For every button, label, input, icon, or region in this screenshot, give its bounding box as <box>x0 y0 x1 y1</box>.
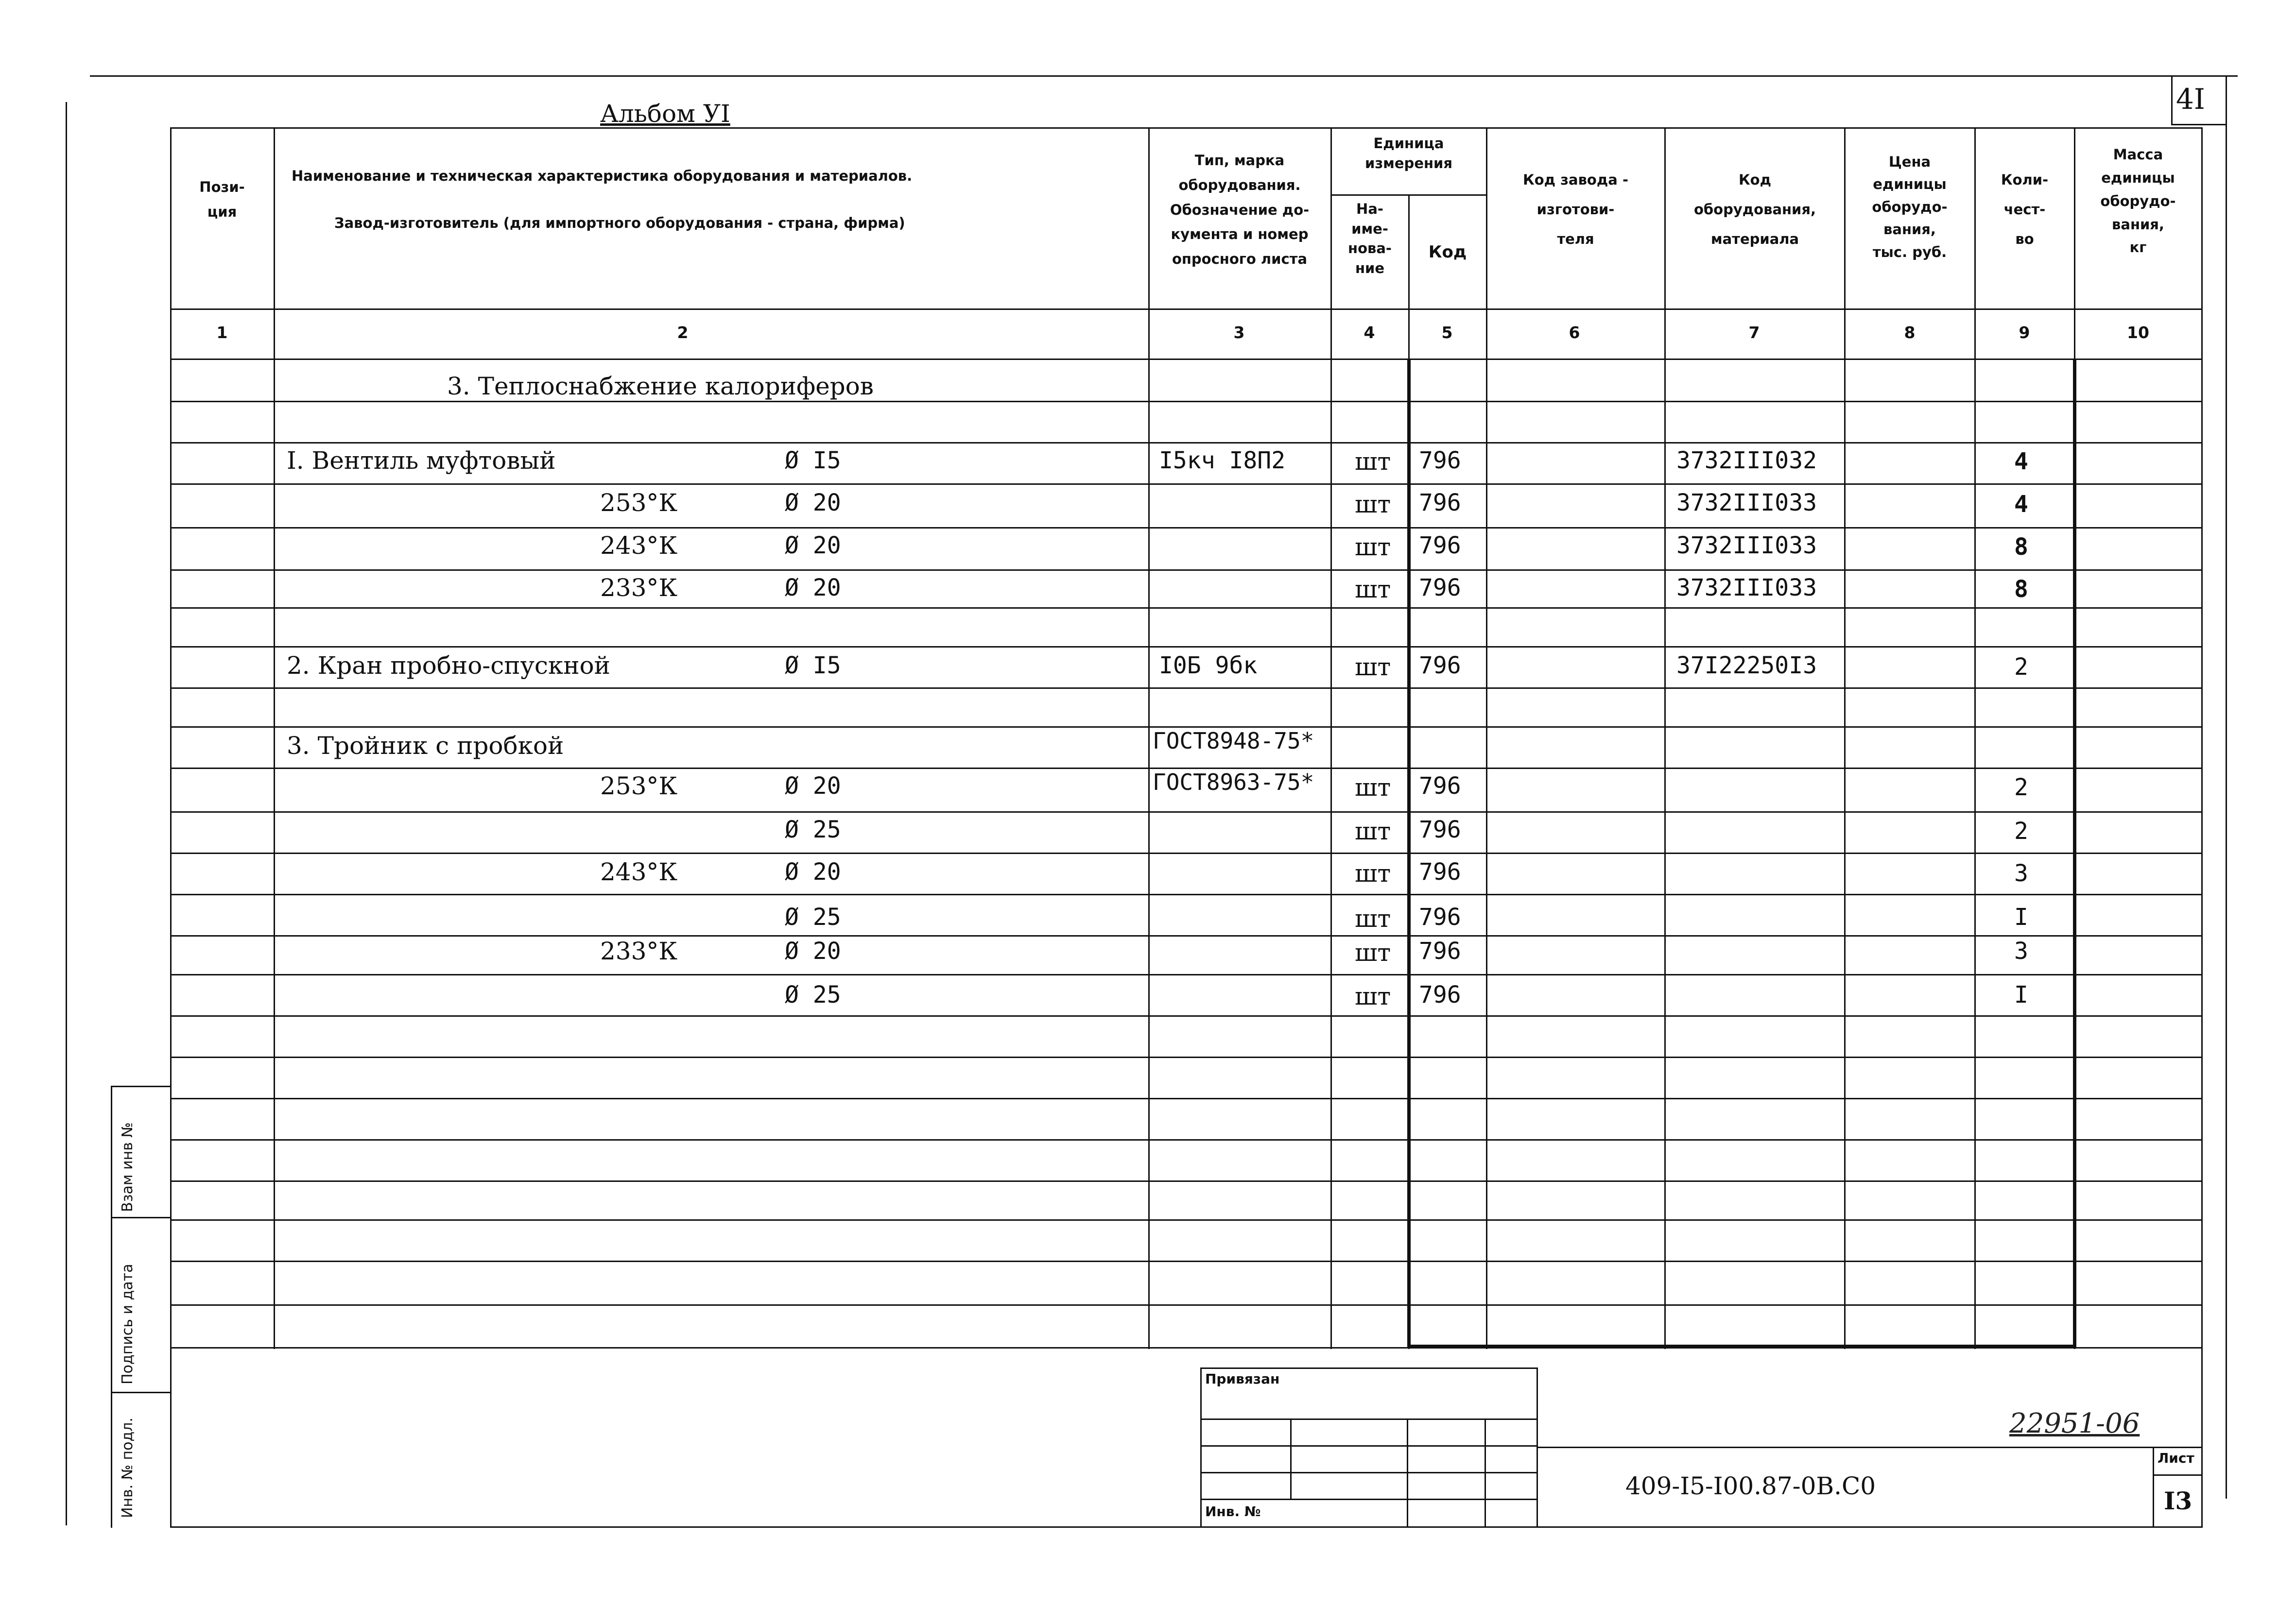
item-unit: шт <box>1355 575 1391 603</box>
handwritten-number: 22951-06 <box>2009 1408 2140 1439</box>
corner-box-line <box>2171 75 2173 124</box>
item-quantity: I <box>2014 904 2028 931</box>
row-line <box>170 1261 2201 1262</box>
col-line-3 <box>1330 127 1332 1349</box>
row-line <box>170 527 2201 529</box>
item-unit-code: 796 <box>1419 532 1461 559</box>
tied-box-left <box>1200 1367 1202 1528</box>
item-diameter: Ø 25 <box>785 904 841 931</box>
sheet-number: I3 <box>2164 1486 2192 1515</box>
item-unit: шт <box>1355 490 1391 518</box>
row-line <box>170 974 2201 975</box>
item-unit-code: 796 <box>1419 574 1461 601</box>
header-quantity: Коли- чест- во <box>2001 171 2049 247</box>
row-line <box>170 401 2201 402</box>
col-number: 1 <box>216 323 228 342</box>
col-number: 4 <box>1364 323 1375 342</box>
row-line <box>170 483 2201 485</box>
item-diameter: Ø 20 <box>785 858 841 886</box>
item-quantity: 8 <box>2014 533 2028 561</box>
item-name: 243°К <box>600 531 678 560</box>
sheet-box-left <box>2153 1447 2154 1528</box>
document-designation: 409-I5-I00.87-0B.C0 <box>1625 1472 1876 1500</box>
row-line <box>170 894 2201 895</box>
item-quantity: 2 <box>2014 774 2028 801</box>
item-unit: шт <box>1355 817 1391 845</box>
table-right <box>2201 127 2203 1528</box>
row-line <box>170 569 2201 571</box>
item-quantity: 4 <box>2014 448 2028 475</box>
right-border <box>2226 75 2227 1499</box>
item-equipment-code: 3732III033 <box>1676 574 1817 601</box>
header-price: Цена единицы оборудо- вания, тыс. руб. <box>1872 154 1948 260</box>
row-line <box>170 1139 2201 1141</box>
item-unit: шт <box>1355 905 1391 933</box>
item-quantity: I <box>2014 981 2028 1008</box>
item-type: ГОСТ8948-75* <box>1153 728 1314 754</box>
item-equipment-code: 3732III033 <box>1676 489 1817 516</box>
table-left <box>170 127 172 1528</box>
col-line-5 <box>1486 127 1487 1349</box>
row-line <box>170 1180 2201 1182</box>
col-number: 3 <box>1233 323 1245 342</box>
item-type: I5кч I8П2 <box>1159 447 1286 474</box>
row-line <box>170 1015 2201 1017</box>
item-equipment-code: 3732III033 <box>1676 532 1817 559</box>
item-unit: шт <box>1355 773 1391 802</box>
item-unit-code: 796 <box>1419 489 1461 516</box>
item-unit: шт <box>1355 653 1391 681</box>
item-unit-code: 796 <box>1419 904 1461 931</box>
item-quantity: 2 <box>2014 653 2028 681</box>
item-diameter: Ø 20 <box>785 532 841 559</box>
item-equipment-code: 37I22250I3 <box>1676 652 1817 679</box>
side-signature: Подпись и дата <box>119 1264 136 1384</box>
header-unit-name: На- име- нова- ние <box>1348 201 1392 276</box>
row-line <box>170 853 2201 854</box>
item-name: I. Вентиль муфтовый <box>287 446 556 475</box>
item-quantity: 8 <box>2014 576 2028 603</box>
item-unit: шт <box>1355 533 1391 561</box>
inv-label: Инв. № <box>1205 1503 1261 1520</box>
col-number: 5 <box>1441 323 1453 342</box>
item-name: 233°К <box>600 574 678 602</box>
tied-label: Привязан <box>1205 1371 1280 1387</box>
header-name-2: Завод-изготовитель (для импортного оборудования - страна, фирма) <box>334 215 905 231</box>
row-line <box>170 935 2201 937</box>
item-unit-code: 796 <box>1419 447 1461 474</box>
unit-subheader-line <box>1330 194 1486 196</box>
item-diameter: Ø 20 <box>785 489 841 516</box>
side-vzam: Взам инв № <box>119 1122 136 1212</box>
item-unit-code: 796 <box>1419 938 1461 965</box>
side-stamp-line <box>111 1086 112 1528</box>
header-bottom <box>170 308 2201 310</box>
header-name-1: Наименование и техническая характеристика оборудования и материалов. <box>292 168 913 184</box>
header-position: Пози- ция <box>199 179 245 220</box>
item-name: 253°К <box>600 772 678 800</box>
item-unit: шт <box>1355 859 1391 888</box>
item-diameter: Ø 20 <box>785 772 841 800</box>
row-line <box>170 811 2201 813</box>
row-line <box>170 442 2201 444</box>
row-line <box>170 646 2201 648</box>
tied-box-col <box>1485 1418 1486 1528</box>
item-type: I0Б 9бк <box>1159 652 1258 679</box>
col-line-2 <box>1148 127 1150 1349</box>
col-number: 10 <box>2127 323 2149 342</box>
item-diameter: Ø I5 <box>785 652 841 679</box>
tied-box-row <box>1200 1472 1538 1473</box>
col-number: 9 <box>2019 323 2030 342</box>
table-bottom <box>170 1526 2203 1528</box>
header-mass: Масса единицы оборудо- вания, кг <box>2100 146 2176 256</box>
item-diameter: Ø 25 <box>785 816 841 843</box>
item-unit-code: 796 <box>1419 652 1461 679</box>
tied-box-row <box>1200 1499 1538 1500</box>
side-inv-podl: Инв. № подл. <box>119 1418 136 1518</box>
row-line <box>170 1219 2201 1221</box>
col-number: 2 <box>677 323 689 342</box>
row-line <box>170 1347 2201 1349</box>
col-line-1 <box>274 127 275 1349</box>
col-line-8 <box>1974 127 1976 1349</box>
sheet-label: Лист <box>2158 1450 2194 1466</box>
tied-box-row <box>1200 1418 1538 1420</box>
item-diameter: Ø 20 <box>785 574 841 601</box>
col-number: 6 <box>1569 323 1580 342</box>
side-stamp-divider <box>111 1392 170 1393</box>
top-border <box>90 75 2238 77</box>
row-line <box>170 1304 2201 1306</box>
designation-top <box>1536 1447 2202 1448</box>
item-name: 3. Тройник с пробкой <box>287 732 564 760</box>
header-plant-code: Код завода - изготови- теля <box>1523 171 1628 247</box>
left-margin-line <box>66 102 67 1525</box>
tied-box-row <box>1200 1445 1538 1447</box>
tied-box-top <box>1200 1367 1538 1369</box>
item-diameter: Ø I5 <box>785 447 841 474</box>
album-label: Альбом УI <box>600 100 730 128</box>
col-number: 8 <box>1904 323 1916 342</box>
header-type: Тип, марка оборудования. Обозначение до- кумента и номер опросного листа <box>1170 152 1310 267</box>
side-stamp-top <box>111 1086 170 1087</box>
item-name: 253°К <box>600 489 678 517</box>
header-equipment-code: Код оборудования, материала <box>1693 171 1816 247</box>
row-line <box>170 1098 2201 1099</box>
item-quantity: 4 <box>2014 491 2028 518</box>
side-stamp-divider <box>111 1217 170 1218</box>
item-quantity: 3 <box>2014 860 2028 887</box>
tied-box-col <box>1290 1418 1292 1499</box>
sheet-box-divider <box>2153 1474 2201 1476</box>
col-number: 7 <box>1748 323 1760 342</box>
item-quantity: 3 <box>2014 938 2028 965</box>
tied-box-col <box>1407 1418 1408 1528</box>
col-line-7 <box>1844 127 1846 1349</box>
item-diameter: Ø 25 <box>785 981 841 1008</box>
item-name: 2. Кран пробно-спускной <box>287 651 610 680</box>
item-unit-code: 796 <box>1419 981 1461 1008</box>
table-top <box>170 127 2201 129</box>
item-equipment-code: 3732III032 <box>1676 447 1817 474</box>
item-name: 233°К <box>600 937 678 965</box>
section-title: 3. Теплоснабжение калориферов <box>447 372 874 400</box>
item-unit-code: 796 <box>1419 816 1461 843</box>
col-line-6 <box>1664 127 1666 1349</box>
page-corner-number: 4I <box>2176 83 2205 116</box>
colnum-bottom <box>170 359 2201 360</box>
item-unit: шт <box>1355 939 1391 967</box>
item-diameter: Ø 20 <box>785 938 841 965</box>
row-line <box>170 687 2201 689</box>
row-line <box>170 1057 2201 1058</box>
corner-box-bottom <box>2171 124 2227 125</box>
item-unit: шт <box>1355 447 1391 476</box>
header-unit: Единица измерения <box>1365 135 1452 171</box>
header-unit-code: Код <box>1428 242 1467 262</box>
item-quantity: 2 <box>2014 818 2028 845</box>
row-line <box>170 607 2201 609</box>
item-unit-code: 796 <box>1419 858 1461 886</box>
item-unit: шт <box>1355 982 1391 1010</box>
item-type: ГОСТ8963-75* <box>1153 769 1314 795</box>
item-unit-code: 796 <box>1419 772 1461 800</box>
item-name: 243°К <box>600 858 678 886</box>
